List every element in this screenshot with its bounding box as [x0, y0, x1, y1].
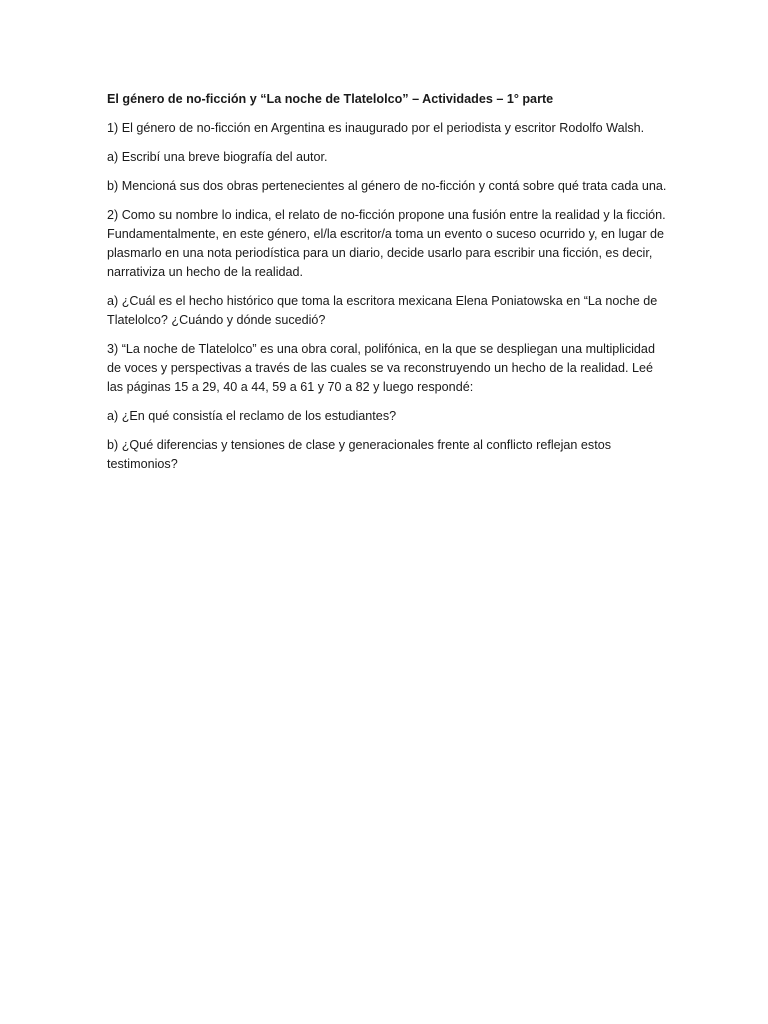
- document-title: El género de no-ficción y “La noche de Tlatelolco” – Actividades – 1° parte: [107, 92, 554, 106]
- paragraph-1b: b) Mencioná sus dos obras pertenecientes al género de no-ficción y contá sobre qué trata cada una.: [107, 179, 667, 193]
- document-body: [107, 90, 667, 484]
- paragraph-1a: a) Escribí una breve biografía del autor.: [107, 150, 328, 164]
- paragraph-2: 2) Como su nombre lo indica, el relato de no-ficción propone una fusión entre la realidad y la ficción. Fundamentalmente, en este género, el/la escritor/a toma un evento o suceso ocurrido y, en lugar de plasmarlo en una nota periodística para un diario, decide usarlo para escribir una ficción, es decir, narrativiza un hecho de la realidad.: [107, 208, 666, 279]
- paragraph-2a: a) ¿Cuál es el hecho histórico que toma la escritora mexicana Elena Poniatowska en “La noche de Tlatelolco? ¿Cuándo y dónde sucedió?: [107, 294, 658, 327]
- paragraph-3: 3) “La noche de Tlatelolco” es una obra coral, polifónica, en la que se despliegan una multiplicidad de voces y perspectivas a través de las cuales se va reconstruyendo un hecho de la realidad. Leé las páginas 15 a 29, 40 a 44, 59 a 61 y 70 a 82 y luego respondé:: [107, 342, 655, 394]
- paragraph-1: 1) El género de no-ficción en Argentina es inaugurado por el periodista y escritor Rodolfo Walsh.: [107, 121, 645, 135]
- paragraph-3a: a) ¿En qué consistía el reclamo de los estudiantes?: [107, 409, 397, 423]
- paragraph-3b: b) ¿Qué diferencias y tensiones de clase y generacionales frente al conflicto reflejan estos testimonios?: [107, 438, 612, 471]
